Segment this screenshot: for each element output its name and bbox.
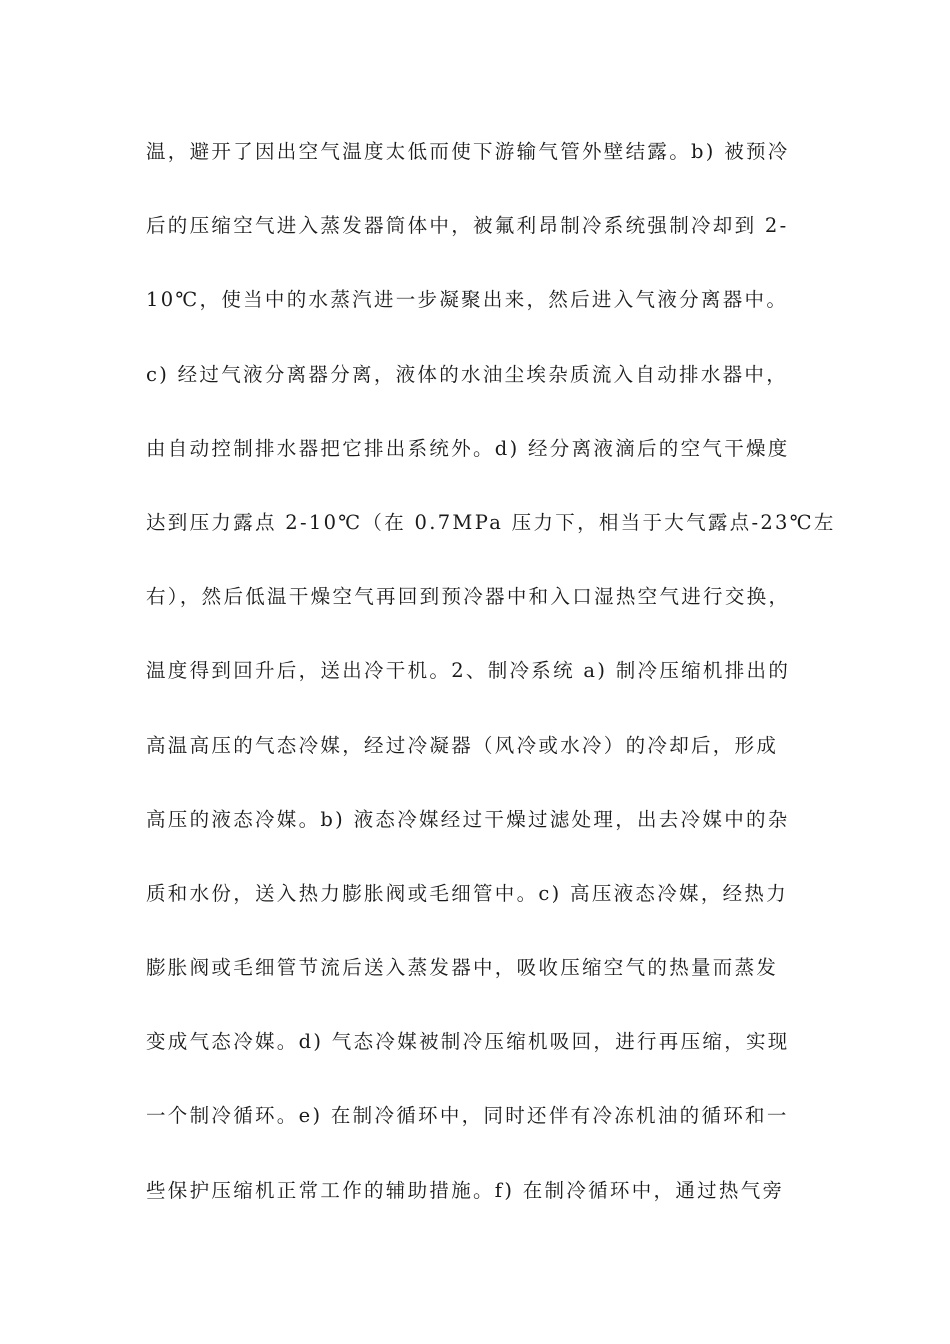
text-line-13: 变成气态冷媒。d) 气态冷媒被制冷压缩机吸回，进行再压缩，实现: [146, 1030, 790, 1054]
text-line-3: 10℃，使当中的水蒸汽进一步凝聚出来，然后进入气液分离器中。: [146, 288, 789, 312]
text-line-10: 高压的液态冷媒。b) 液态冷媒经过干燥过滤处理，出去冷媒中的杂: [146, 807, 790, 831]
text-line-6: 达到压力露点 2-10℃（在 0.7MPa 压力下，相当于大气露点-23℃左: [146, 510, 836, 534]
text-line-9: 高温高压的气态冷媒，经过冷凝器（风冷或水冷）的冷却后，形成: [146, 733, 779, 757]
text-line-14: 一个制冷循环。e) 在制冷循环中，同时还伴有冷冻机油的循环和一: [146, 1104, 789, 1128]
text-line-15: 些保护压缩机正常工作的辅助措施。f) 在制冷循环中，通过热气旁: [146, 1178, 785, 1202]
text-line-8: 温度得到回升后，送出冷干机。2、制冷系统 a) 制冷压缩机排出的: [146, 659, 791, 683]
text-line-1: 温，避开了因出空气温度太低而使下游输气管外壁结露。b) 被预冷: [146, 140, 790, 163]
text-line-7: 右），然后低温干燥空气再回到预冷器中和入口湿热空气进行交换，: [146, 585, 791, 609]
text-line-2: 后的压缩空气进入蒸发器筒体中，被氟利昂制冷系统强制冷却到 2-: [146, 214, 789, 238]
text-line-11: 质和水份，送入热力膨胀阀或毛细管中。c) 高压液态冷媒，经热力: [146, 881, 789, 905]
body-text: [146, 132, 836, 1245]
text-line-12: 膨胀阀或毛细管节流后送入蒸发器中，吸收压缩空气的热量而蒸发: [146, 956, 779, 980]
text-line-4: c) 经过气液分离器分离，液体的水油尘埃杂质流入自动排水器中，: [146, 362, 789, 386]
text-line-5: 由自动控制排水器把它排出系统外。d) 经分离液滴后的空气干燥度: [146, 436, 790, 460]
